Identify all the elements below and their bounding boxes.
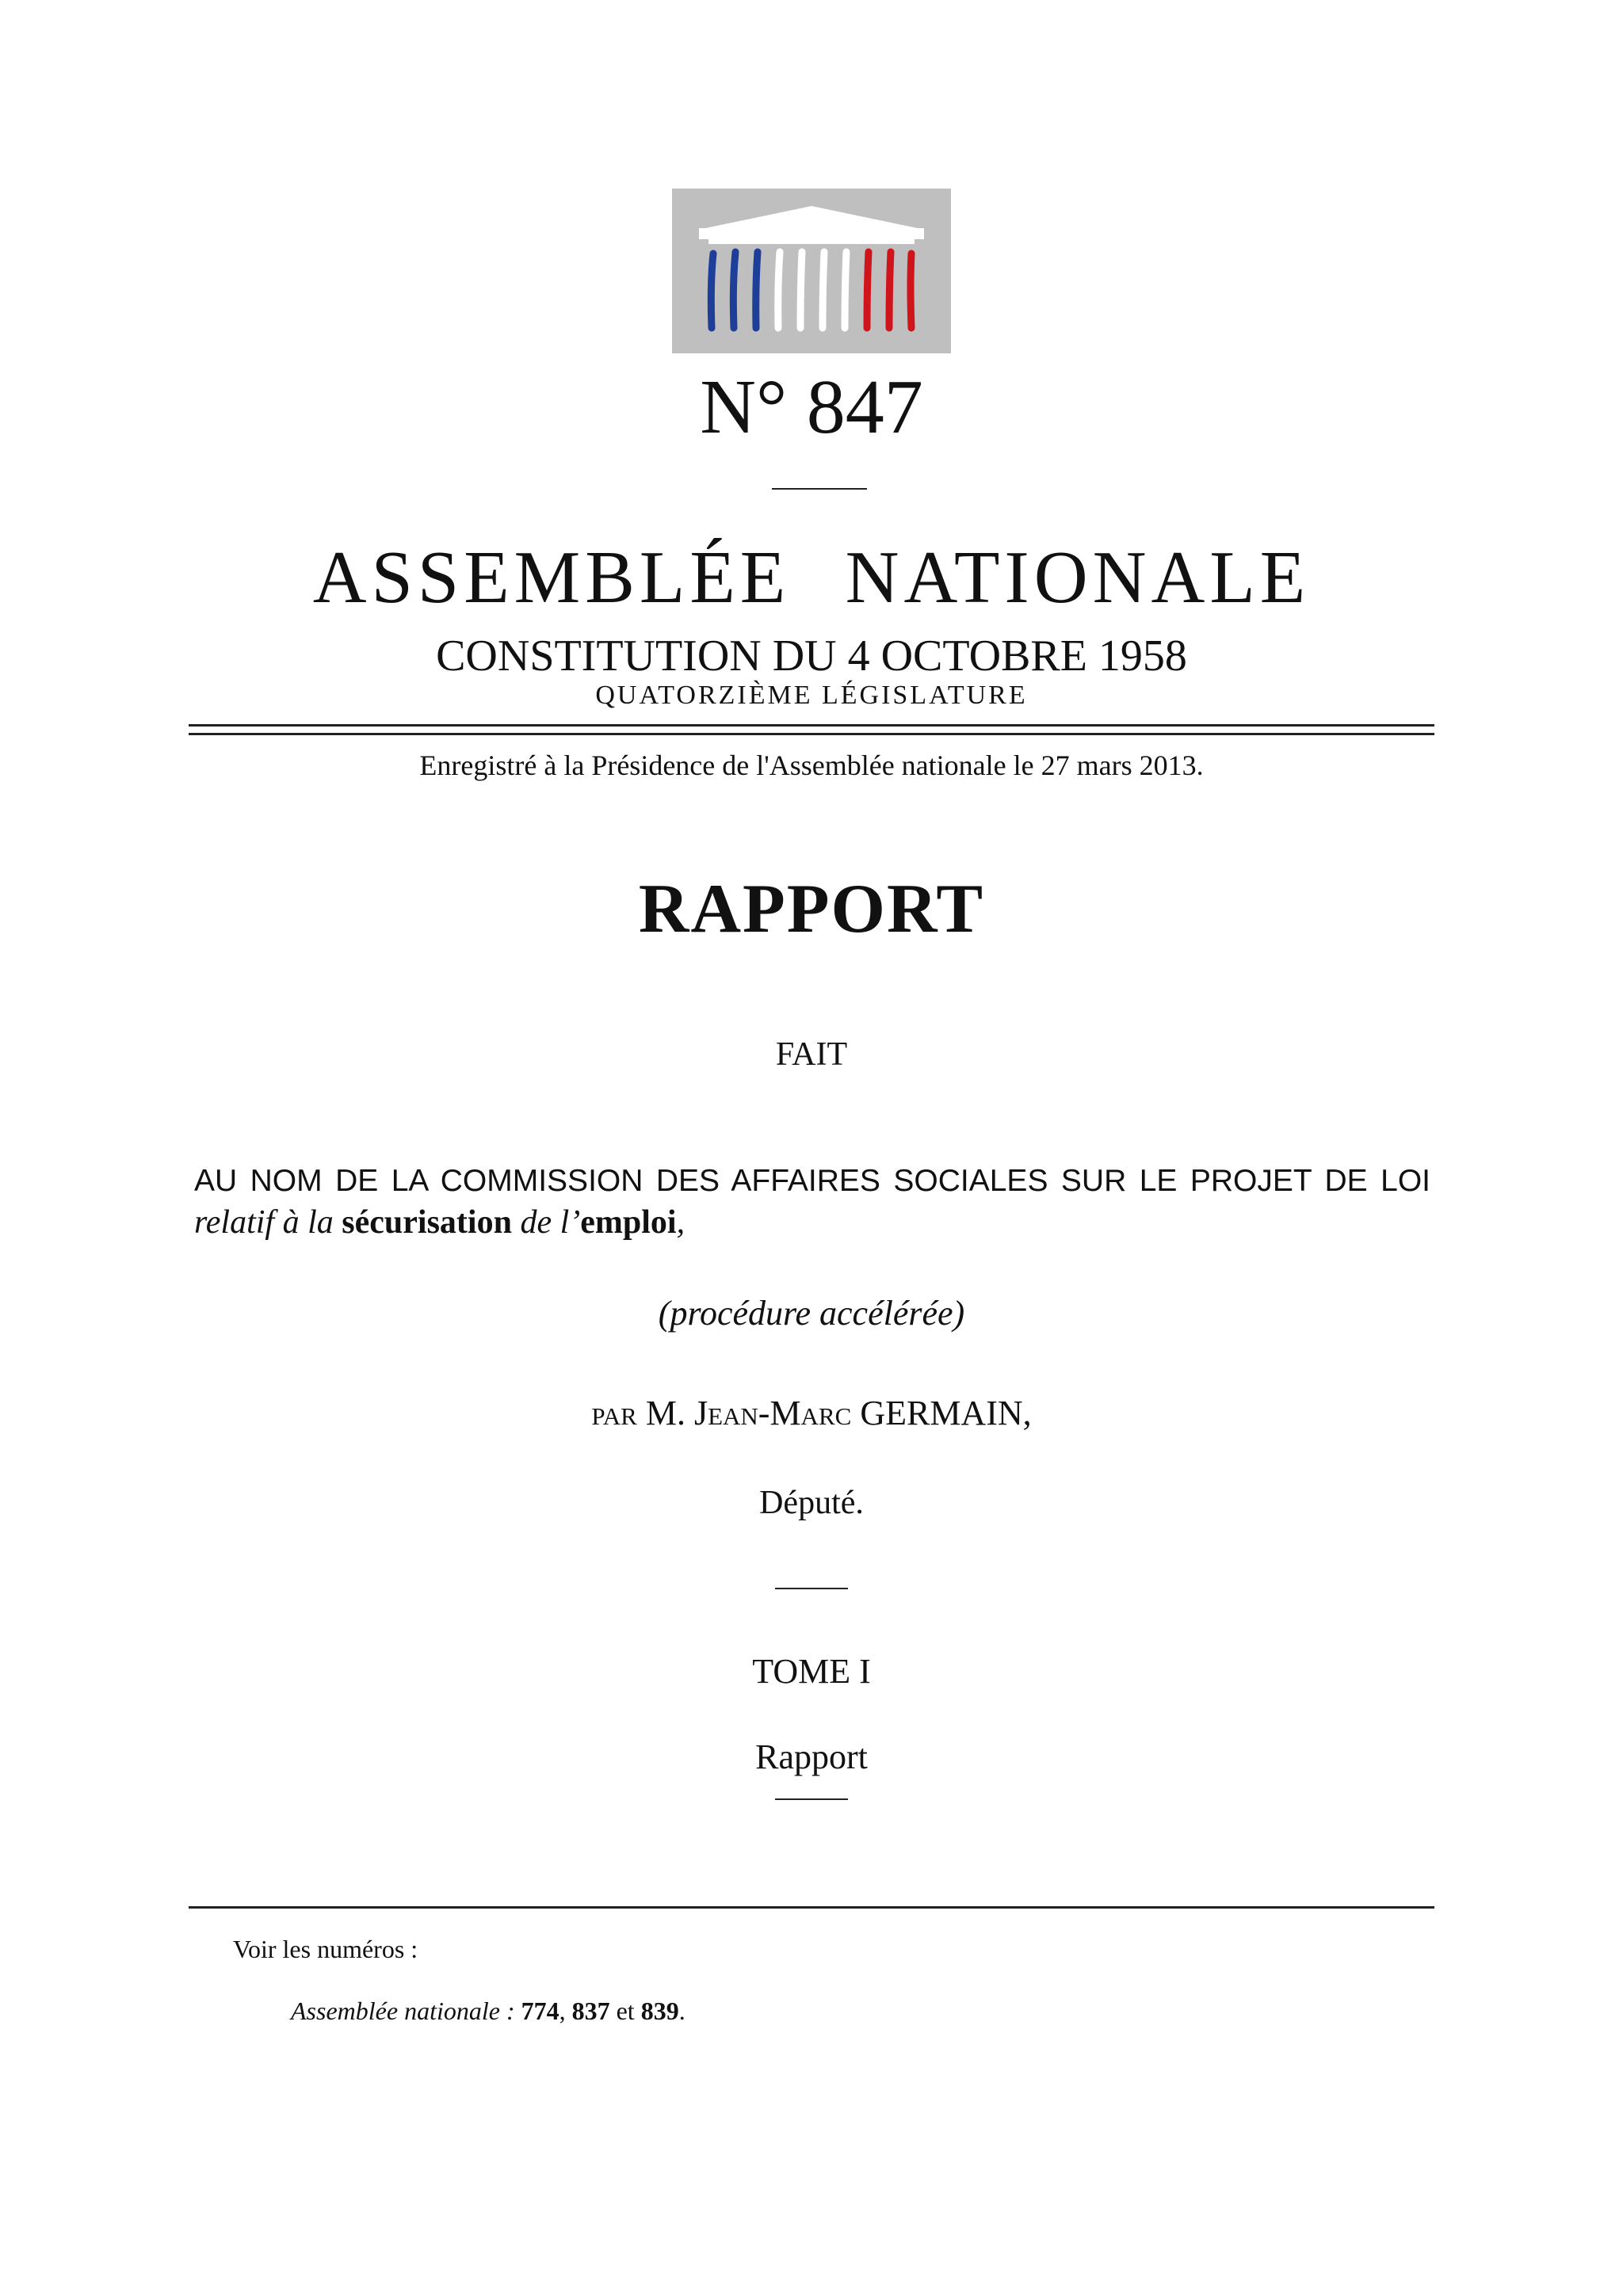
bill-part1: relatif à la [194, 1204, 334, 1241]
reference-separator: , [559, 1997, 566, 2025]
reference-conjunction: et [616, 1997, 635, 2025]
bill-keyword2: emploi [580, 1204, 677, 1241]
title-divider [772, 488, 867, 490]
bill-keyword1: sécurisation [342, 1204, 512, 1241]
assembly-label: Assemblée nationale : [291, 1997, 515, 2025]
commission-paragraph [194, 1160, 1430, 1243]
tome-label: TOME I [752, 1652, 871, 1691]
reference-end: . [678, 1997, 685, 2025]
document-type: RAPPORT [638, 871, 985, 948]
author-prefix: par [591, 1394, 637, 1432]
author-role: Député. [759, 1485, 864, 1521]
author-lastname: GERMAIN, [860, 1394, 1032, 1432]
reference-number: 774 [521, 1997, 559, 2025]
author-title: M. [645, 1394, 685, 1432]
volume-subtitle: Rapport [755, 1737, 868, 1776]
bill-part2: de l’ [520, 1204, 581, 1241]
see-numbers-label: Voir les numéros : [233, 1935, 418, 1963]
made-label: FAIT [775, 1036, 848, 1073]
legislature-line: QUATORZIÈME LÉGISLATURE [595, 681, 1028, 710]
registration-line: Enregistré à la Présidence de l'Assemblée nationale le 27 mars 2013. [419, 749, 1204, 781]
assembly-references [291, 1995, 685, 2027]
section-divider [775, 1588, 848, 1589]
constitution-line: CONSTITUTION DU 4 OCTOBRE 1958 [436, 631, 1187, 681]
footer-rule [189, 1906, 1434, 1909]
procedure-label: (procédure accélérée) [658, 1294, 965, 1333]
reference-number: 839 [640, 1997, 679, 2025]
section-divider [775, 1798, 848, 1800]
author-line [0, 1393, 1623, 1434]
header-double-rule [189, 724, 1434, 735]
assemblee-nationale-logo [672, 189, 951, 353]
author-firstname: Jean-Marc [693, 1394, 852, 1432]
assembly-title: ASSEMBLÉE NATIONALE [312, 536, 1311, 619]
reference-number: 837 [571, 1997, 610, 2025]
document-number: N° 847 [700, 364, 923, 450]
bill-end: , [676, 1204, 685, 1241]
commission-line: AU NOM DE LA COMMISSION DES AFFAIRES SOCIALES SUR LE PROJET DE LOI [194, 1164, 1430, 1198]
